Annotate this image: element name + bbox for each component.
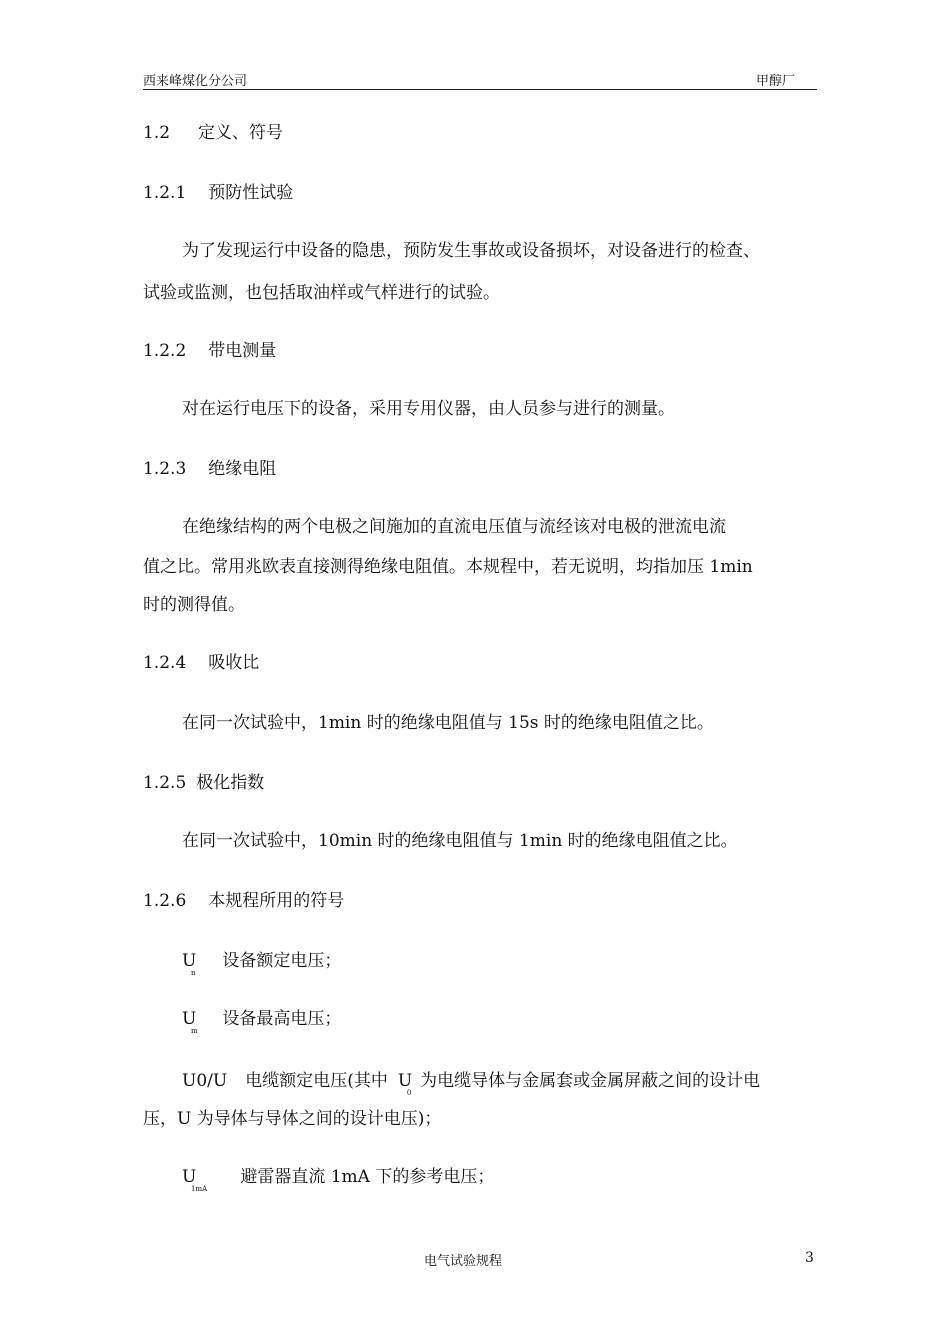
symbol-u0u [182,1070,761,1097]
paragraph-line: 试验或监测，也包括取油样或气样进行的试验。 [143,283,500,303]
symbol-um [182,1008,342,1035]
header-company: 西来峰煤化分公司 [143,74,248,89]
section-heading-1-2-4 [143,652,259,674]
paragraph-line: 在绝缘结构的两个电极之间施加的直流电压值与流经该对电极的泄流电流 [182,517,726,537]
symbol-description: 电缆额定电压(其中 [245,1071,388,1091]
page-header [143,70,817,90]
section-heading-1-2-3 [143,458,276,480]
header-plant: 甲醇厂 [755,74,795,89]
footer-title: 电气试验规程 [424,1254,503,1269]
symbol-description: 设备最高电压； [222,1009,342,1029]
section-number: 1.2.6 [143,891,187,911]
symbol [182,1008,198,1035]
symbol-letter: U [182,951,197,971]
section-number: 1.2.2 [143,341,187,361]
symbol: U0/U [182,1071,228,1091]
paragraph-line: 值之比。常用兆欧表直接测得绝缘电阻值。本规程中，若无说明，均指加压 1min [143,557,753,577]
symbol-description: 避雷器直流 1mA 下的参考电压； [240,1167,495,1187]
section-title: 极化指数 [196,773,265,793]
section-title: 本规程所用的符号 [208,891,345,911]
symbol-description: 设备额定电压； [222,951,342,971]
section-title: 吸收比 [208,653,260,673]
section-number: 1.2.5 [143,773,187,793]
symbol [182,950,197,977]
paragraph-line: 为了发现运行中设备的隐患，预防发生事故或设备损坏，对设备进行的检查、 [182,241,760,261]
symbol-un [182,950,342,977]
symbol [182,1166,208,1193]
page-number: 3 [805,1250,814,1266]
section-title: 预防性试验 [208,183,294,203]
symbol-letter: U [397,1071,413,1091]
section-title: 绝缘电阻 [208,459,277,479]
paragraph-line: 对在运行电压下的设备，采用专用仪器，由人员参与进行的测量。 [182,399,675,419]
section-heading-1-2-2 [143,340,276,362]
section-heading-1-2-6 [143,890,344,912]
paragraph-line: 时的测得值。 [143,595,245,615]
section-heading-1-2 [143,122,283,144]
section-number: 1.2 [143,123,171,143]
section-number: 1.2.1 [143,183,187,203]
symbol-subscript: m [191,1027,198,1035]
symbol-letter: U [182,1167,197,1187]
inline-symbol [397,1070,413,1097]
paragraph-line: 压，U 为导体与导体之间的设计电压)； [143,1109,442,1129]
section-heading-1-2-1 [143,182,293,204]
symbol-u1ma [182,1166,495,1193]
section-heading-1-2-5 [143,772,264,794]
section-title: 带电测量 [208,341,277,361]
symbol-subscript: 1mA [191,1185,208,1193]
section-title: 定义、符号 [198,123,284,143]
symbol-subscript: n [191,969,196,977]
paragraph-line: 在同一次试验中，1min 时的绝缘电阻值与 15s 时的绝缘电阻值之比。 [182,713,714,733]
section-number: 1.2.4 [143,653,187,673]
symbol-subscript: 0 [406,1089,412,1097]
paragraph-line: 在同一次试验中，10min 时的绝缘电阻值与 1min 时的绝缘电阻值之比。 [182,831,738,851]
symbol-description: 为电缆导体与金属套或金属屏蔽之间的设计电 [420,1071,761,1091]
section-number: 1.2.3 [143,459,187,479]
symbol-letter: U [182,1009,197,1029]
